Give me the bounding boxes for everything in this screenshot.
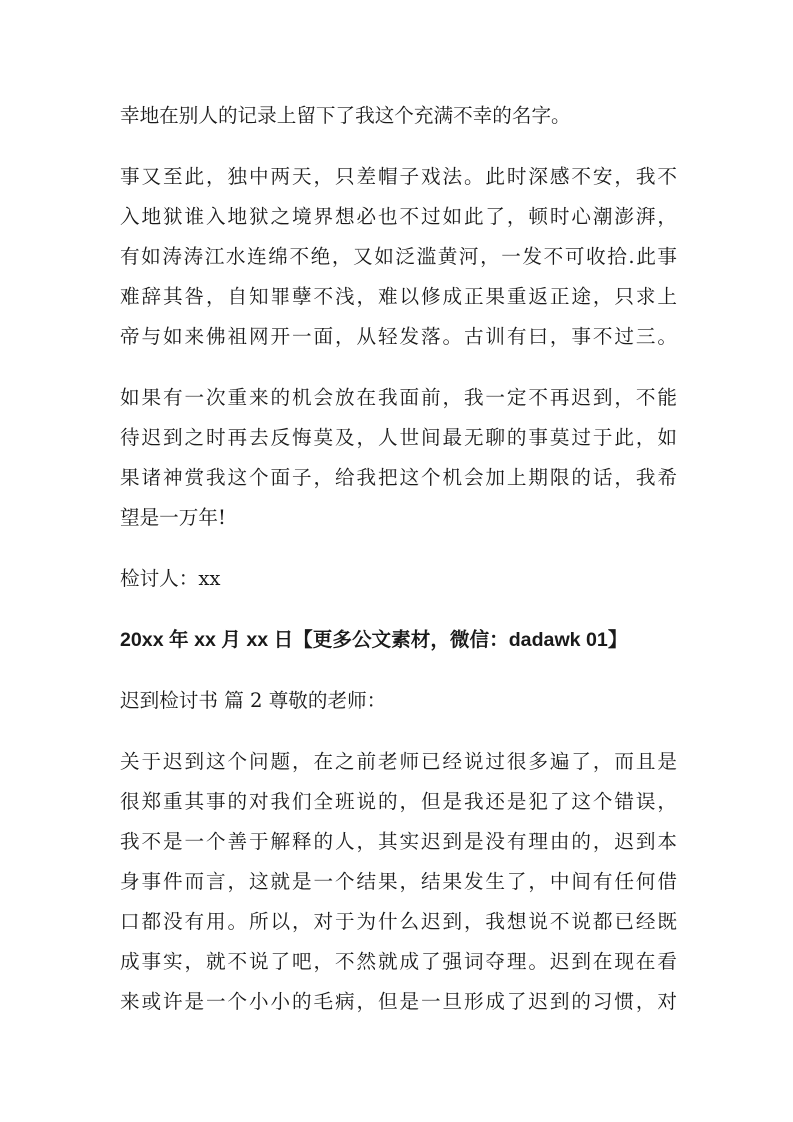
paragraph-3 <box>120 378 677 538</box>
text-line: 事又至此，独中两天，只差帽子戏法。此时深感不安，我不 <box>120 165 677 188</box>
text-line: 幸地在别人的记录上留下了我这个充满不幸的名字。 <box>120 104 571 127</box>
signature-line <box>120 559 677 599</box>
text-line: 入地狱谁入地狱之境界想必也不过如此了，顿时心潮澎湃， <box>120 205 677 228</box>
text-line: 待迟到之时再去反悔莫及，人世间最无聊的事莫过于此，如 <box>120 426 677 449</box>
text-line: 如果有一次重来的机会放在我面前，我一定不再迟到，不能 <box>120 386 677 409</box>
text-line: 我不是一个善于解释的人，其实迟到是没有理由的，迟到本 <box>120 830 677 853</box>
date-line <box>120 620 677 660</box>
document-page <box>120 96 677 1043</box>
section-title: 迟到检讨书 篇 2 尊敬的老师： <box>120 689 387 712</box>
paragraph-1 <box>120 96 677 136</box>
section-heading <box>120 681 677 721</box>
text-line: 难辞其咎，自知罪孽不浅，难以修成正果重返正途，只求上 <box>120 285 677 308</box>
text-line: 望是一万年! <box>120 506 226 529</box>
text-line: 来或许是一个小小的毛病，但是一旦形成了迟到的习惯，对 <box>120 990 677 1013</box>
paragraph-2 <box>120 157 677 357</box>
text-line: 有如涛涛江水连绵不绝，又如泛滥黄河，一发不可收拾.此事 <box>120 245 677 268</box>
text-line: 身事件而言，这就是一个结果，结果发生了，中间有任何借 <box>120 870 677 893</box>
reviewer-label: 检讨人：xx <box>120 567 221 590</box>
text-line: 口都没有用。所以，对于为什么迟到，我想说不说都已经既 <box>120 910 677 933</box>
text-line: 果诸神赏我这个面子，给我把这个机会加上期限的话，我希 <box>120 466 677 489</box>
text-line: 关于迟到这个问题，在之前老师已经说过很多遍了，而且是 <box>120 750 677 773</box>
paragraph-4 <box>120 742 677 1022</box>
text-line: 帝与如来佛祖网开一面，从轻发落。古训有曰，事不过三。 <box>120 325 677 348</box>
text-line: 成事实，就不说了吧，不然就成了强词夺理。迟到在现在看 <box>120 950 677 973</box>
date-and-note: 20xx 年 xx 月 xx 日【更多公文素材，微信：dadawk 01】 <box>120 629 628 651</box>
text-line: 很郑重其事的对我们全班说的，但是我还是犯了这个错误， <box>120 790 677 813</box>
